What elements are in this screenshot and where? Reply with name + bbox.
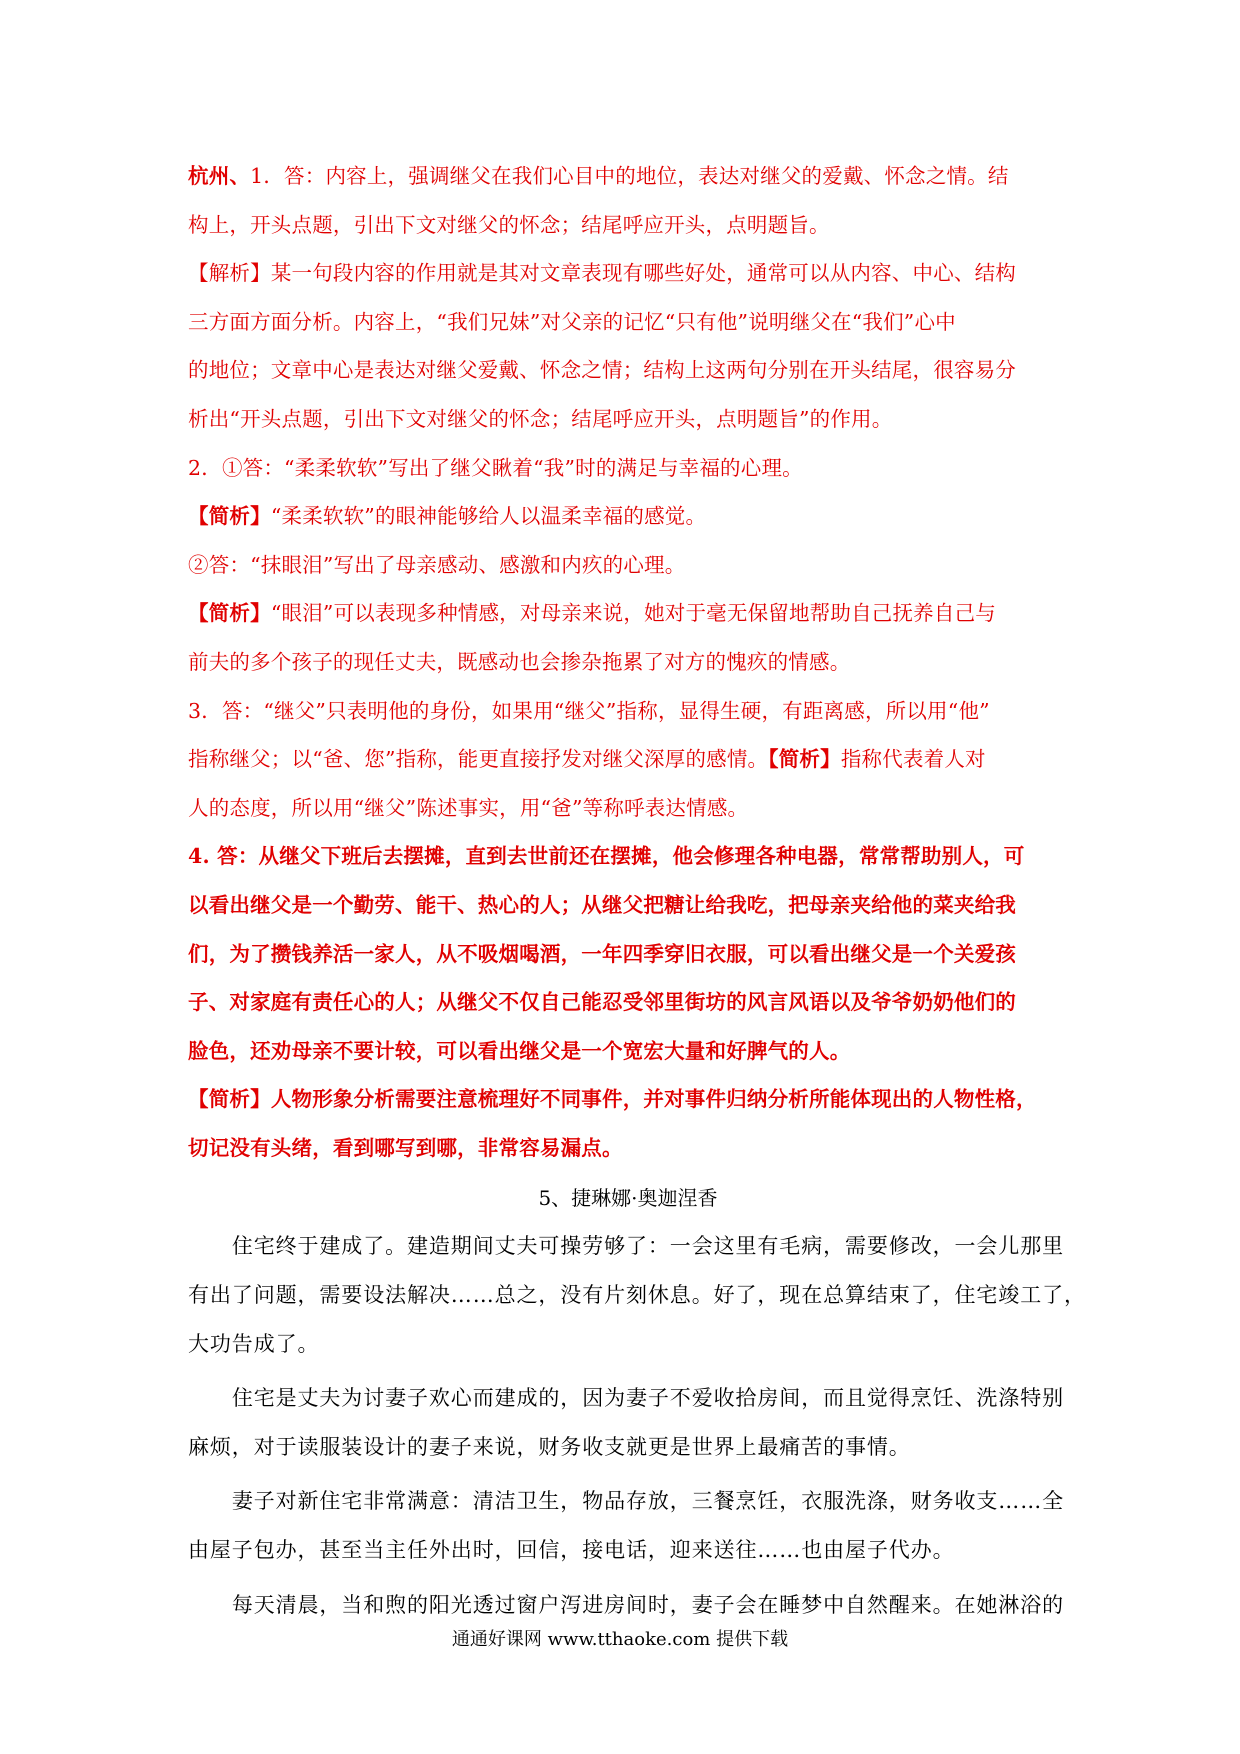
- jianxi-2-2-line-2: 前夫的多个孩子的现任丈夫，既感动也会掺杂拖累了对方的愧疚的情感。: [188, 649, 851, 674]
- jiexi-line-1: 【解析】某一句段内容的作用就是其对文章表现有哪些好处，通常可以从内容、中心、结构: [188, 261, 1017, 286]
- story-p4-line-1: 每天清晨，当和煦的阳光透过窗户泻进房间时，妻子会在睡梦中自然醒来。在她淋浴的: [231, 1592, 1065, 1617]
- answer-1-line-2: 构上，开头点题，引出下文对继父的怀念；结尾呼应开头，点明题旨。: [188, 212, 830, 237]
- answer-3-line-1: 3．答：“继父”只表明他的身份，如果用“继父”指称，显得生硬，有距离感，所以用“他”: [188, 698, 990, 723]
- jianxi-tag: 【简析】: [188, 504, 271, 529]
- answer-2-line-1: 2．①答：“柔柔软软”写出了继父瞅着“我”时的满足与幸福的心理。: [188, 455, 803, 480]
- jiexi-line-3: 的地位；文章中心是表达对继父爱戴、怀念之情；结构上这两句分别在开头结尾，很容易分: [188, 358, 1016, 383]
- answer-2-line-2: ②答：“抹眼泪”写出了母亲感动、感激和内疚的心理。: [188, 552, 686, 577]
- jiexi-line-2: 三方面方面分析。内容上，“我们兄妹”对父亲的记忆“只有他”说明继父在“我们”心中: [188, 309, 956, 334]
- jianxi-2-1: 【简析】“柔柔软软”的眼神能够给人以温柔幸福的感觉。: [188, 504, 707, 529]
- answer-3-line-2: 指称继父；以“爸、您”指称，能更直接抒发对继父深厚的感情。【简析】指称代表着人对: [188, 747, 986, 772]
- jianxi-4-line-1: 【简析】人物形象分析需要注意梳理好不同事件，并对事件归纳分析所能体现出的人物性格，: [188, 1087, 1037, 1112]
- story-p3-line-1: 妻子对新住宅非常满意：清洁卫生，物品存放，三餐烹饪，衣服洗涤，财务收支……全: [231, 1489, 1065, 1514]
- jianxi-tag: 【简析】: [188, 1087, 271, 1112]
- story-p1-line-2: 有出了问题，需要设法解决……总之，没有片刻休息。好了，现在总算结束了，住宅竣工了，: [188, 1283, 1086, 1308]
- answer-4-line-1: 4. 答：从继父下班后去摆摊，直到去世前还在摆摊，他会修理各种电器，常常帮助别人，可: [188, 844, 1025, 869]
- jiexi-line-4: 析出“开头点题，引出下文对继父的怀念；结尾呼应开头，点明题旨”的作用。: [188, 406, 893, 431]
- document-page: [188, 152, 1086, 1629]
- answer-1-line-1: 杭州、1．答：内容上，强调继父在我们心目中的地位，表达对继父的爱戴、怀念之情。结: [188, 164, 1009, 188]
- jianxi-tag: 【简析】: [188, 601, 271, 626]
- answer-4-line-4: 子、对家庭有责任心的人；从继父不仅自己能忍受邻里街坊的风言风语以及爷爷奶奶他们的: [188, 990, 1016, 1015]
- story-p1-line-1: 住宅终于建成了。建造期间丈夫可操劳够了：一会这里有毛病，需要修改，一会儿那里: [231, 1234, 1065, 1259]
- story-p1-line-3: 大功告成了。: [188, 1331, 320, 1356]
- jianxi-tag: 【简析】: [768, 747, 841, 772]
- story-p2-line-1: 住宅是丈夫为讨妻子欢心而建成的，因为妻子不爱收拾房间，而且觉得烹饪、洗涤特别: [231, 1386, 1065, 1411]
- answer-4-line-3: 们，为了攒钱养活一家人，从不吸烟喝酒，一年四季穿旧衣服，可以看出继父是一个关爱孩: [188, 941, 1016, 966]
- page-footer: 通通好课网 www.tthaoke.com 提供下载: [451, 1629, 789, 1650]
- jianxi-4-line-2: 切记没有头绪，看到哪写到哪，非常容易漏点。: [188, 1135, 623, 1160]
- section-title: 5、捷琳娜·奥迦涅香: [538, 1186, 718, 1211]
- jianxi-2-2-line-1: 【简析】“眼泪”可以表现多种情感，对母亲来说，她对于毫无保留地帮助自己抚养自己与: [188, 601, 996, 626]
- city-label: 杭州、: [188, 164, 251, 188]
- answer-4-line-5: 脸色，还劝母亲不要计较，可以看出继父是一个宽宏大量和好脾气的人。: [188, 1038, 851, 1063]
- answer-3-line-3: 人的态度，所以用“继父”陈述事实，用“爸”等称呼表达情感。: [188, 795, 749, 820]
- story-p3-line-2: 由屋子包办，甚至当主任外出时，回信，接电话，迎来送往……也由屋子代办。: [188, 1538, 955, 1563]
- jiexi-tag: 【解析】: [188, 261, 271, 286]
- answer-4-line-2: 以看出继父是一个勤劳、能干、热心的人；从继父把糖让给我吃，把母亲夹给他的菜夹给我: [188, 892, 1016, 917]
- story-p2-line-2: 麻烦，对于读服装设计的妻子来说，财务收支就更是世界上最痛苦的事情。: [188, 1434, 911, 1459]
